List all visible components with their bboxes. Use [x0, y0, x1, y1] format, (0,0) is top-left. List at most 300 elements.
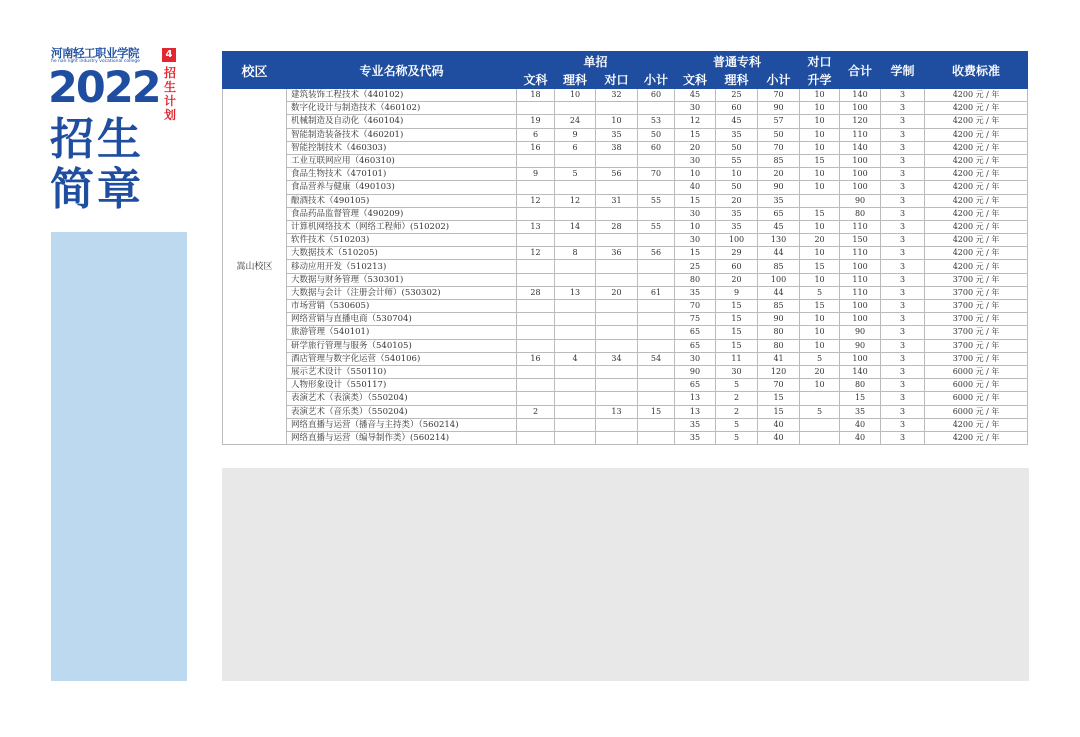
- cell-s-xj: [638, 392, 675, 405]
- cell-s-dk: 56: [596, 168, 638, 181]
- table-row: [223, 431, 1028, 444]
- cell-s-lk: 4: [555, 352, 596, 365]
- cell-p-wk: 65: [675, 326, 716, 339]
- cell-years: 3: [881, 181, 925, 194]
- cell-s-wk: 6: [517, 128, 555, 141]
- major-name-cell: 食品营养与健康（490103): [287, 181, 517, 194]
- cell-s-dk: 32: [596, 89, 638, 102]
- cell-years: 3: [881, 326, 925, 339]
- cell-p-lk: 9: [716, 286, 758, 299]
- cell-p-wk: 70: [675, 300, 716, 313]
- cell-s-xj: 55: [638, 220, 675, 233]
- cell-s-wk: 16: [517, 352, 555, 365]
- cell-fee: 3700 元 / 年: [925, 273, 1028, 286]
- cell-total: 100: [840, 352, 881, 365]
- title-line-1: 招生: [50, 114, 144, 165]
- cell-p-xj: 70: [758, 379, 800, 392]
- header-fee: 收费标准: [925, 52, 1028, 89]
- cell-p-xj: 44: [758, 286, 800, 299]
- table-row: [223, 247, 1028, 260]
- cell-s-xj: [638, 273, 675, 286]
- cell-s-wk: [517, 326, 555, 339]
- cell-s-xj: 54: [638, 352, 675, 365]
- cell-p-xj: 35: [758, 194, 800, 207]
- cell-s-xj: [638, 365, 675, 378]
- cell-dk: 5: [800, 286, 840, 299]
- header-single-like: 理科: [555, 71, 596, 89]
- cell-s-dk: 20: [596, 286, 638, 299]
- major-name-cell: 食品药品监督管理（490209): [287, 207, 517, 220]
- header-single-subtotal: 小计: [638, 71, 675, 89]
- cell-years: 3: [881, 128, 925, 141]
- major-name-cell: 计算机网络技术（网络工程师）(510202): [287, 220, 517, 233]
- cell-s-lk: [555, 418, 596, 431]
- cell-s-dk: 28: [596, 220, 638, 233]
- cell-dk: 10: [800, 313, 840, 326]
- major-name-cell: 大数据与财务管理（530301): [287, 273, 517, 286]
- cell-p-lk: 50: [716, 181, 758, 194]
- cell-dk: 10: [800, 181, 840, 194]
- cell-years: 3: [881, 194, 925, 207]
- cell-p-xj: 44: [758, 247, 800, 260]
- cell-p-lk: 15: [716, 300, 758, 313]
- cell-s-wk: [517, 418, 555, 431]
- cell-p-xj: 120: [758, 365, 800, 378]
- table-row: [223, 300, 1028, 313]
- header-regular-like: 理科: [716, 71, 758, 89]
- major-name-cell: 工业互联网应用（460310): [287, 154, 517, 167]
- cell-total: 140: [840, 365, 881, 378]
- cell-dk: [800, 418, 840, 431]
- cell-s-lk: 8: [555, 247, 596, 260]
- cell-p-lk: 11: [716, 352, 758, 365]
- cell-p-wk: 13: [675, 405, 716, 418]
- cell-total: 110: [840, 273, 881, 286]
- cell-s-wk: [517, 339, 555, 352]
- cell-fee: 4200 元 / 年: [925, 154, 1028, 167]
- table-row: [223, 365, 1028, 378]
- cell-p-xj: 15: [758, 405, 800, 418]
- table-row: [223, 168, 1028, 181]
- table-row: [223, 418, 1028, 431]
- cell-total: 100: [840, 313, 881, 326]
- year-heading: 2022: [48, 63, 160, 113]
- table-row: [223, 313, 1028, 326]
- cell-s-wk: [517, 313, 555, 326]
- header-regular-wenke: 文科: [675, 71, 716, 89]
- cell-fee: 6000 元 / 年: [925, 405, 1028, 418]
- cell-s-xj: [638, 181, 675, 194]
- cell-s-dk: [596, 379, 638, 392]
- cell-dk: 15: [800, 300, 840, 313]
- cell-s-dk: [596, 102, 638, 115]
- cell-s-xj: [638, 339, 675, 352]
- cell-fee: 4200 元 / 年: [925, 207, 1028, 220]
- header-major: 专业名称及代码: [287, 52, 517, 89]
- cell-dk: 10: [800, 89, 840, 102]
- cell-fee: 4200 元 / 年: [925, 181, 1028, 194]
- table-row: [223, 207, 1028, 220]
- cell-s-lk: 14: [555, 220, 596, 233]
- major-name-cell: 食品生物技术（470101): [287, 168, 517, 181]
- cell-s-xj: [638, 260, 675, 273]
- cell-years: 3: [881, 247, 925, 260]
- cell-p-wk: 30: [675, 352, 716, 365]
- cell-p-xj: 80: [758, 326, 800, 339]
- cell-years: 3: [881, 286, 925, 299]
- cell-fee: 4200 元 / 年: [925, 194, 1028, 207]
- cell-s-lk: [555, 273, 596, 286]
- cell-s-lk: 12: [555, 194, 596, 207]
- cell-total: 100: [840, 300, 881, 313]
- major-name-cell: 研学旅行管理与服务（540105): [287, 339, 517, 352]
- cell-s-dk: 31: [596, 194, 638, 207]
- cell-s-wk: [517, 300, 555, 313]
- cell-fee: 4200 元 / 年: [925, 141, 1028, 154]
- major-name-cell: 旅游管理（540101): [287, 326, 517, 339]
- cell-p-lk: 30: [716, 365, 758, 378]
- cell-p-wk: 10: [675, 220, 716, 233]
- cell-fee: 4200 元 / 年: [925, 247, 1028, 260]
- cell-total: 140: [840, 89, 881, 102]
- cell-p-xj: 130: [758, 234, 800, 247]
- major-name-cell: 智能制造装备技术（460201): [287, 128, 517, 141]
- cell-s-wk: 19: [517, 115, 555, 128]
- cell-p-lk: 35: [716, 128, 758, 141]
- cell-s-lk: [555, 392, 596, 405]
- cell-total: 100: [840, 181, 881, 194]
- cell-s-dk: 10: [596, 115, 638, 128]
- cell-years: 3: [881, 339, 925, 352]
- cell-years: 3: [881, 418, 925, 431]
- cell-p-lk: 45: [716, 115, 758, 128]
- cell-p-lk: 55: [716, 154, 758, 167]
- cell-p-wk: 15: [675, 194, 716, 207]
- cell-total: 110: [840, 128, 881, 141]
- cell-p-xj: 40: [758, 431, 800, 444]
- cell-s-xj: 60: [638, 89, 675, 102]
- cell-dk: 10: [800, 141, 840, 154]
- cell-total: 90: [840, 339, 881, 352]
- cell-s-lk: [555, 300, 596, 313]
- cell-s-dk: [596, 392, 638, 405]
- cell-p-wk: 15: [675, 247, 716, 260]
- cell-s-dk: [596, 365, 638, 378]
- cell-s-wk: [517, 260, 555, 273]
- cell-p-lk: 50: [716, 141, 758, 154]
- cell-dk: 5: [800, 352, 840, 365]
- cell-years: 3: [881, 392, 925, 405]
- cell-s-dk: [596, 313, 638, 326]
- cell-dk: 10: [800, 326, 840, 339]
- cell-s-xj: [638, 102, 675, 115]
- cell-p-xj: 41: [758, 352, 800, 365]
- cell-s-dk: [596, 207, 638, 220]
- cell-years: 3: [881, 141, 925, 154]
- cell-s-wk: 16: [517, 141, 555, 154]
- table-row: [223, 273, 1028, 286]
- major-name-cell: 人物形象设计（550117): [287, 379, 517, 392]
- major-name-cell: 酿酒技术（490105): [287, 194, 517, 207]
- cell-total: 100: [840, 154, 881, 167]
- cell-s-lk: 10: [555, 89, 596, 102]
- cell-p-wk: 30: [675, 234, 716, 247]
- cell-s-dk: 13: [596, 405, 638, 418]
- cell-total: 110: [840, 286, 881, 299]
- cell-s-dk: [596, 260, 638, 273]
- cell-s-lk: [555, 326, 596, 339]
- cell-s-dk: 38: [596, 141, 638, 154]
- cell-p-wk: 30: [675, 102, 716, 115]
- cell-fee: 4200 元 / 年: [925, 115, 1028, 128]
- cell-fee: 4200 元 / 年: [925, 168, 1028, 181]
- cell-fee: 4200 元 / 年: [925, 260, 1028, 273]
- cell-total: 100: [840, 102, 881, 115]
- table-row: [223, 89, 1028, 102]
- cell-years: 3: [881, 207, 925, 220]
- cell-s-wk: [517, 379, 555, 392]
- cell-s-wk: [517, 154, 555, 167]
- cell-years: 3: [881, 234, 925, 247]
- cell-s-dk: [596, 154, 638, 167]
- table-row: [223, 128, 1028, 141]
- major-name-cell: 大数据技术（510205): [287, 247, 517, 260]
- cell-years: 3: [881, 352, 925, 365]
- cell-dk: [800, 194, 840, 207]
- cell-s-dk: [596, 273, 638, 286]
- cell-years: 3: [881, 365, 925, 378]
- cell-s-dk: [596, 339, 638, 352]
- cell-p-wk: 30: [675, 154, 716, 167]
- cell-total: 15: [840, 392, 881, 405]
- cell-p-lk: 5: [716, 418, 758, 431]
- cell-p-lk: 2: [716, 392, 758, 405]
- header-duikou-sub: 升学: [800, 71, 840, 89]
- cell-s-lk: 6: [555, 141, 596, 154]
- cell-p-xj: 40: [758, 418, 800, 431]
- section-label: 招生计划: [163, 66, 176, 122]
- cell-s-lk: [555, 405, 596, 418]
- cell-s-xj: 70: [638, 168, 675, 181]
- header-campus: 校区: [223, 52, 287, 89]
- cell-s-xj: 15: [638, 405, 675, 418]
- cell-total: 35: [840, 405, 881, 418]
- cell-p-wk: 65: [675, 339, 716, 352]
- cell-fee: 4200 元 / 年: [925, 418, 1028, 431]
- header-regular: 普通专科: [675, 52, 800, 71]
- major-name-cell: 数字化设计与制造技术（460102): [287, 102, 517, 115]
- cell-p-lk: 25: [716, 89, 758, 102]
- cell-s-lk: [555, 154, 596, 167]
- major-name-cell: 酒店管理与数字化运营（540106): [287, 352, 517, 365]
- cell-p-lk: 10: [716, 168, 758, 181]
- cell-dk: 20: [800, 365, 840, 378]
- cell-dk: 10: [800, 115, 840, 128]
- cell-dk: 10: [800, 128, 840, 141]
- cell-p-lk: 5: [716, 431, 758, 444]
- header-years: 学制: [881, 52, 925, 89]
- cell-years: 3: [881, 260, 925, 273]
- cell-total: 90: [840, 326, 881, 339]
- cell-p-xj: 70: [758, 89, 800, 102]
- table-row: [223, 154, 1028, 167]
- cell-s-xj: [638, 418, 675, 431]
- cell-p-xj: 80: [758, 339, 800, 352]
- cell-p-wk: 40: [675, 181, 716, 194]
- cell-fee: 6000 元 / 年: [925, 392, 1028, 405]
- cell-s-lk: [555, 379, 596, 392]
- cell-p-wk: 30: [675, 207, 716, 220]
- cell-s-dk: 36: [596, 247, 638, 260]
- cell-fee: 4200 元 / 年: [925, 128, 1028, 141]
- cell-s-wk: [517, 207, 555, 220]
- cell-total: 120: [840, 115, 881, 128]
- cell-s-xj: [638, 431, 675, 444]
- cell-p-xj: 90: [758, 181, 800, 194]
- cell-s-xj: 55: [638, 194, 675, 207]
- cell-total: 150: [840, 234, 881, 247]
- cell-p-xj: 85: [758, 260, 800, 273]
- cell-fee: 3700 元 / 年: [925, 286, 1028, 299]
- cell-p-wk: 35: [675, 431, 716, 444]
- cell-s-wk: 18: [517, 89, 555, 102]
- cell-s-dk: 35: [596, 128, 638, 141]
- cell-s-lk: 13: [555, 286, 596, 299]
- cell-total: 40: [840, 418, 881, 431]
- cell-fee: 3700 元 / 年: [925, 300, 1028, 313]
- cell-s-xj: [638, 154, 675, 167]
- cell-p-xj: 90: [758, 102, 800, 115]
- cell-p-xj: 15: [758, 392, 800, 405]
- cell-s-xj: [638, 313, 675, 326]
- cell-p-wk: 10: [675, 168, 716, 181]
- cell-s-dk: [596, 431, 638, 444]
- major-name-cell: 网络直播与运营（编导制作类）(560214): [287, 431, 517, 444]
- enrollment-plan-table: [222, 51, 1028, 445]
- cell-s-lk: [555, 207, 596, 220]
- cell-p-xj: 45: [758, 220, 800, 233]
- cell-s-lk: [555, 431, 596, 444]
- cell-s-xj: [638, 300, 675, 313]
- cell-s-wk: 28: [517, 286, 555, 299]
- cell-fee: 3700 元 / 年: [925, 352, 1028, 365]
- cell-years: 3: [881, 220, 925, 233]
- table-row: [223, 115, 1028, 128]
- cell-years: 3: [881, 115, 925, 128]
- school-name: 河南轻工职业学院: [51, 46, 139, 60]
- left-decorative-panel: [51, 232, 187, 681]
- table-row: [223, 392, 1028, 405]
- major-name-cell: 大数据与会计（注册会计师）(530302): [287, 286, 517, 299]
- campus-cell: 嵩山校区: [223, 89, 287, 445]
- major-name-cell: 智能控制技术（460303): [287, 141, 517, 154]
- cell-dk: 10: [800, 102, 840, 115]
- cell-total: 140: [840, 141, 881, 154]
- cell-dk: 15: [800, 207, 840, 220]
- major-name-cell: 网络营销与直播电商（530704): [287, 313, 517, 326]
- table-row: [223, 194, 1028, 207]
- cell-dk: [800, 431, 840, 444]
- cell-s-lk: [555, 260, 596, 273]
- cell-years: 3: [881, 300, 925, 313]
- cell-p-wk: 20: [675, 141, 716, 154]
- cell-s-wk: [517, 431, 555, 444]
- cell-s-lk: [555, 365, 596, 378]
- cell-s-xj: 50: [638, 128, 675, 141]
- major-name-cell: 软件技术（510203): [287, 234, 517, 247]
- cell-fee: 6000 元 / 年: [925, 379, 1028, 392]
- cell-p-xj: 50: [758, 128, 800, 141]
- cell-years: 3: [881, 102, 925, 115]
- cell-p-lk: 20: [716, 194, 758, 207]
- cell-s-dk: [596, 234, 638, 247]
- major-name-cell: 移动应用开发（510213): [287, 260, 517, 273]
- table-row: [223, 260, 1028, 273]
- cell-s-xj: 56: [638, 247, 675, 260]
- cell-p-wk: 75: [675, 313, 716, 326]
- cell-fee: 3700 元 / 年: [925, 313, 1028, 326]
- cell-s-xj: [638, 234, 675, 247]
- cell-years: 3: [881, 168, 925, 181]
- major-name-cell: 建筑装饰工程技术（440102): [287, 89, 517, 102]
- cell-p-xj: 70: [758, 141, 800, 154]
- cell-s-wk: [517, 181, 555, 194]
- cell-dk: 10: [800, 339, 840, 352]
- cell-s-wk: [517, 102, 555, 115]
- cell-p-wk: 15: [675, 128, 716, 141]
- cell-p-lk: 5: [716, 379, 758, 392]
- cell-p-lk: 2: [716, 405, 758, 418]
- major-name-cell: 展示艺术设计（550110): [287, 365, 517, 378]
- cell-s-lk: [555, 234, 596, 247]
- cell-fee: 4200 元 / 年: [925, 220, 1028, 233]
- cell-s-dk: 34: [596, 352, 638, 365]
- cell-s-wk: 12: [517, 194, 555, 207]
- table-row: [223, 181, 1028, 194]
- table-row: [223, 220, 1028, 233]
- cell-p-lk: 60: [716, 102, 758, 115]
- table-row: [223, 102, 1028, 115]
- cell-years: 3: [881, 273, 925, 286]
- table-row: [223, 141, 1028, 154]
- cell-s-lk: [555, 339, 596, 352]
- cell-p-lk: 60: [716, 260, 758, 273]
- cell-s-lk: [555, 102, 596, 115]
- cell-total: 100: [840, 260, 881, 273]
- blank-content-area: [222, 468, 1029, 681]
- cell-p-lk: 15: [716, 326, 758, 339]
- major-name-cell: 市场营销（530605): [287, 300, 517, 313]
- table-row: [223, 379, 1028, 392]
- cell-p-xj: 20: [758, 168, 800, 181]
- header-duikou: 对口: [800, 52, 840, 71]
- cell-years: 3: [881, 154, 925, 167]
- cell-s-dk: [596, 300, 638, 313]
- cell-total: 100: [840, 168, 881, 181]
- cell-dk: 5: [800, 405, 840, 418]
- cell-dk: 15: [800, 260, 840, 273]
- cell-p-xj: 100: [758, 273, 800, 286]
- cell-p-wk: 35: [675, 286, 716, 299]
- cell-dk: 10: [800, 220, 840, 233]
- cell-p-wk: 65: [675, 379, 716, 392]
- header-total: 合计: [840, 52, 881, 89]
- cell-s-wk: 9: [517, 168, 555, 181]
- cell-fee: 4200 元 / 年: [925, 431, 1028, 444]
- cell-total: 110: [840, 247, 881, 260]
- cell-fee: 6000 元 / 年: [925, 365, 1028, 378]
- cell-p-xj: 85: [758, 300, 800, 313]
